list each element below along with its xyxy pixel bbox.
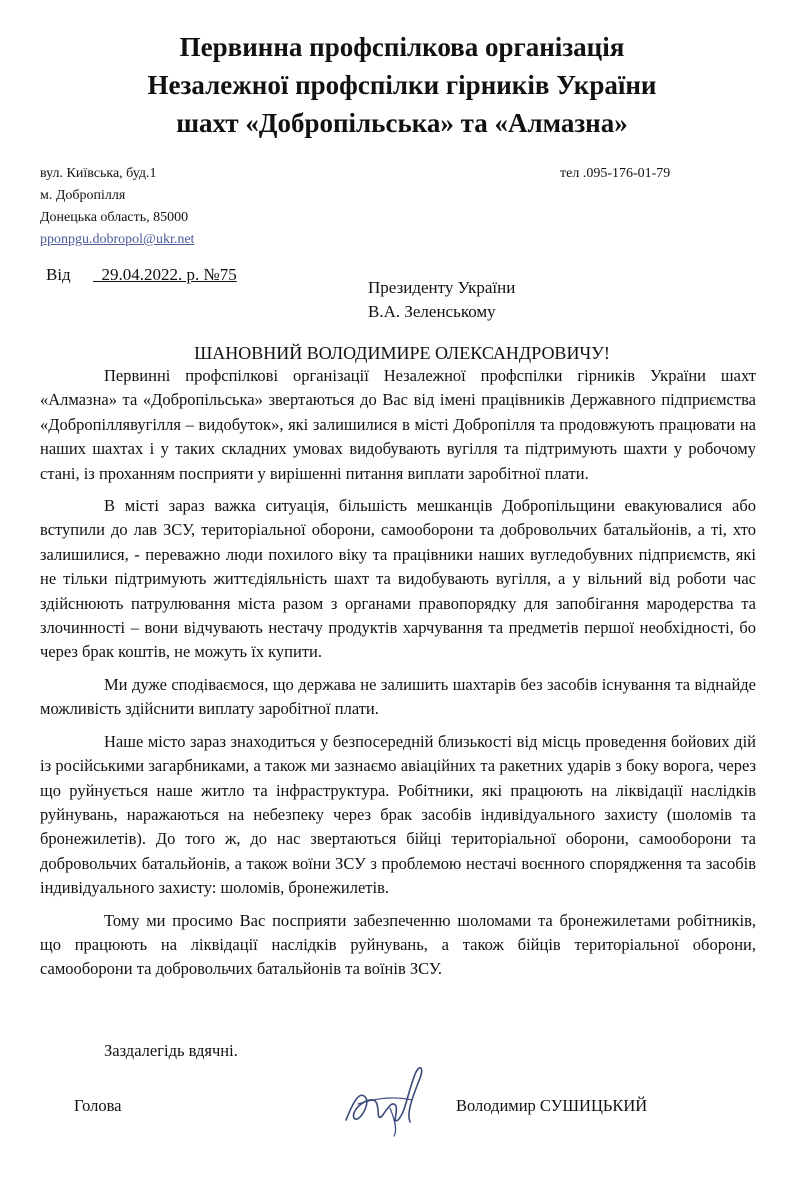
title-line-3: шахт «Добропільська» та «Алмазна» <box>176 108 628 138</box>
salutation: ШАНОВНИЙ ВОЛОДИМИРЕ ОЛЕКСАНДРОВИЧУ! <box>194 343 610 363</box>
body-paragraph: Наше місто зараз знаходиться у безпосередній близькості від місць проведення бойових дій із російськими загарбниками, а також ми зазнаємо авіаційних та ракетних ударів з боку ворога, через що руйнується наше житло та інфраструктура. Робітники, які працюють на ліквідації наслідків руйнувань, наражаються на небезпеку через брак засобів індивідуального захисту (шоломів та бронежилетів). До того ж, до нас звертаються бійці територіальної оборони, самооборони та добровольчих батальйонів, а також воїни ЗСУ з проблемою нестачі воєнного спорядження та засобів індивідуального захисту: шоломів, бронежилетів. <box>40 731 756 898</box>
organization-title <box>60 28 744 142</box>
address-block <box>40 163 194 251</box>
address-city: м. Добропілля <box>40 188 126 203</box>
recipient-name: В.А. Зеленському <box>368 302 496 321</box>
body-paragraph: Ми дуже сподіваємося, що держава не залишить шахтарів без засобів існування та віднайде можливість здійснити виплату заробітної плати. <box>40 674 756 719</box>
phone-number: тел .095-176-01-79 <box>560 166 671 181</box>
recipient-title: Президенту України <box>368 278 516 297</box>
signer-name: Володимир СУШИЦЬКИЙ <box>456 1096 648 1115</box>
reference-label: Від <box>46 265 71 284</box>
email-link[interactable]: pponpgu.dobropol@ukr.net <box>40 232 195 247</box>
signer-role: Голова <box>74 1096 122 1115</box>
body-paragraph: В місті зараз важка ситуація, більшість мешканців Добропільщини евакуювалися або вступили до лав ЗСУ, територіальної оборони, самооборони та добровольчих батальйонів, а ті, хто залишилися, - переважно люди похилого віку та працівники наших вугледобувних підприємств, які не тільки підтримують життєдіяльність шахт та видобувають вугілля, а у вільний від роботи час здійснюють патрулювання міста разом з органами правопорядку для запобігання мародерства та злочинності – вони відчувають нестачу продуктів харчування та предметів першої необхідності, бо через брак коштів, не можуть їх купити. <box>40 496 756 662</box>
letter-body <box>40 364 756 990</box>
address-region: Донецька область, 85000 <box>40 210 189 225</box>
closing-line: Заздалегідь вдячні. <box>104 1041 238 1060</box>
title-line-2: Незалежної профспілки гірників України <box>147 70 657 100</box>
reference-line <box>46 264 237 286</box>
reference-value: 29.04.2022. р. №75 <box>101 265 237 284</box>
handwritten-signature <box>336 1060 446 1140</box>
title-line-1: Первинна профспілкова організація <box>179 32 625 62</box>
body-paragraph: Тому ми просимо Вас посприяти забезпеченню шоломами та бронежилетами робітників, що працюють на ліквідації наслідків руйнувань, а також бійців територіальної оборони, самооборони та добровольчих батальйонів та воїнів ЗСУ. <box>40 910 756 979</box>
address-street: вул. Київська, буд.1 <box>40 166 157 181</box>
body-paragraph: Первинні профспілкові організації Незалежної профспілки гірників України шахт «Алмазна» та «Добропільська» звертаються до Вас від імені працівників Державного підприємства «Добропіллявугілля – видобуток», які залишилися в місті Добропілля та продовжують працювати на наших шахтах і у таких складних умовах видобувають вугілля та підтримують шахти у робочому стані, із проханням посприяти у вирішенні питання виплати заробітної плати. <box>40 366 756 483</box>
recipient-block <box>368 276 515 324</box>
